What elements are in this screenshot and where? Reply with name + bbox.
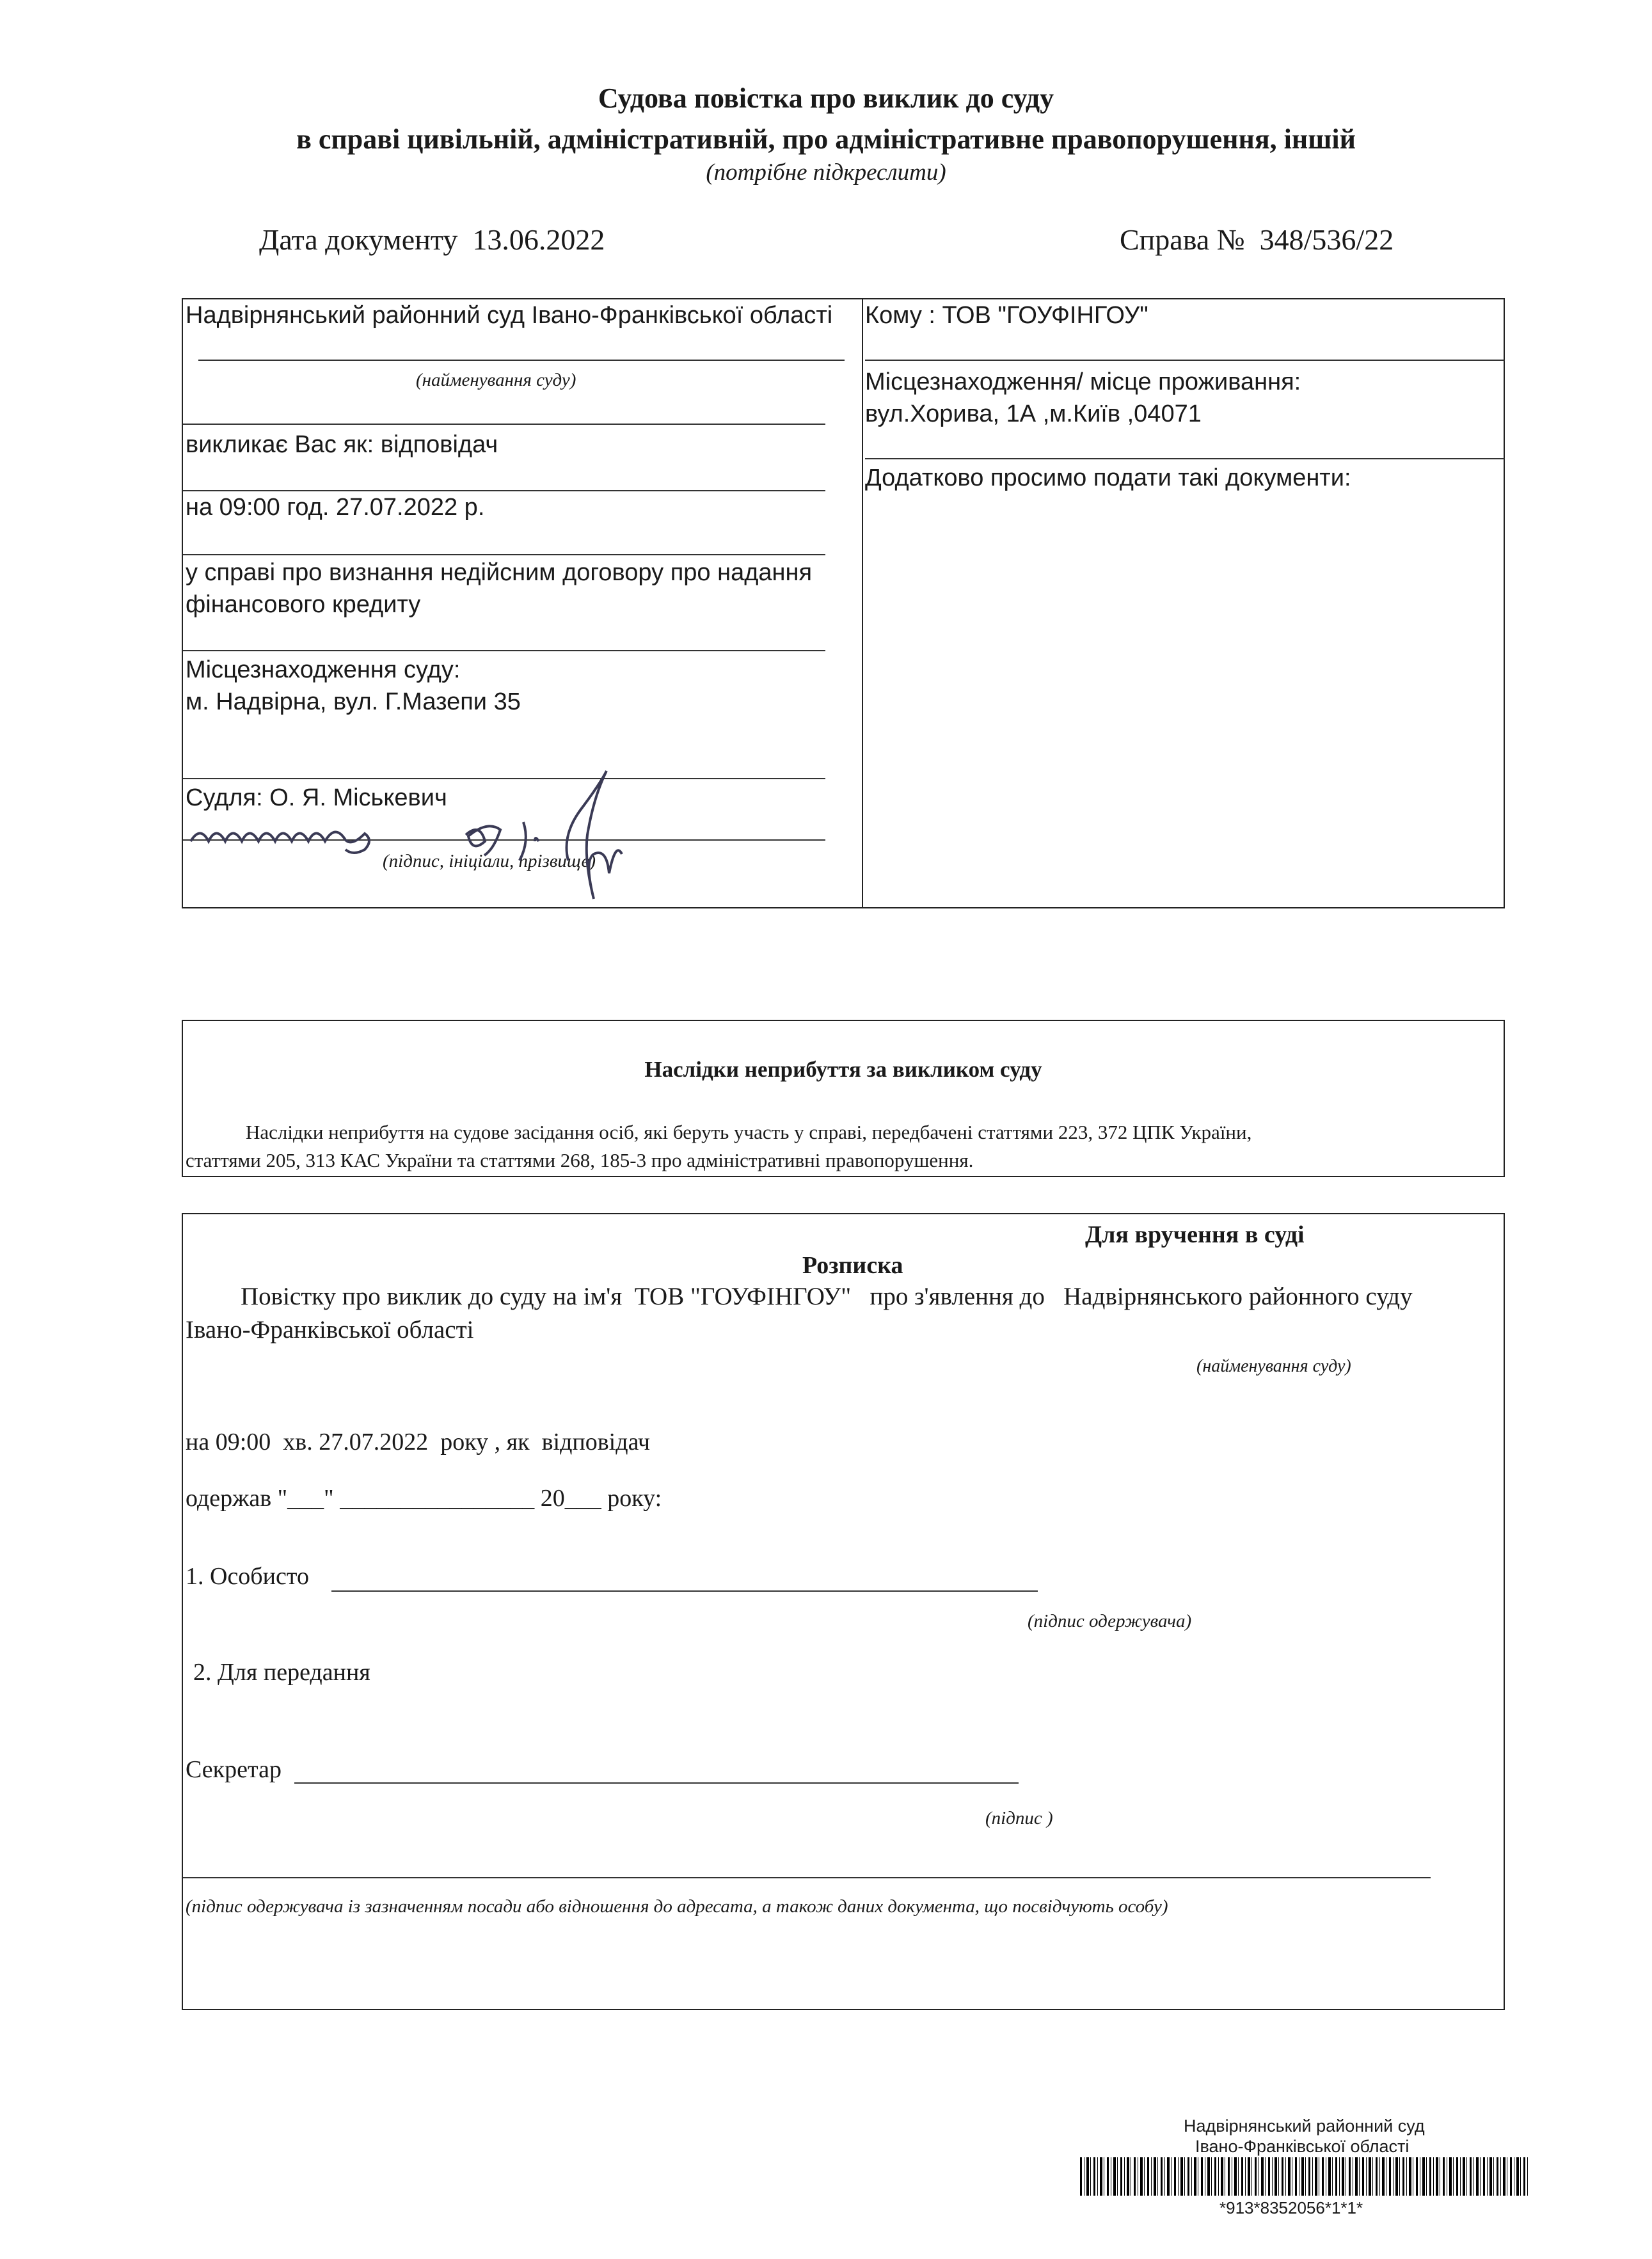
recipient-address-value: вул.Хорива, 1А ,м.Київ ,04071 bbox=[865, 400, 1202, 427]
date-value: 13.06.2022 bbox=[472, 223, 605, 256]
subtitle: (потрібне підкреслити) bbox=[706, 159, 946, 186]
case-value: 348/536/22 bbox=[1259, 223, 1394, 256]
barcode-text: *913*8352056*1*1* bbox=[1219, 2198, 1363, 2217]
consequences-text-1: Наслідки неприбуття на судове засідання осіб, які беруть участь у справі, передбачені статтями 223, 372 ЦПК України, bbox=[246, 1121, 1252, 1143]
court-name: Надвірнянський районний суд Івано-Франківської області bbox=[186, 302, 833, 329]
footer-court-line-1: Надвірнянський районний суд bbox=[1184, 2116, 1425, 2136]
consequences-title: Наслідки неприбуття за викликом суду bbox=[644, 1057, 1042, 1082]
court-caption-line bbox=[183, 424, 825, 425]
barcode bbox=[1080, 2157, 1528, 2196]
consequences-text-2: статтями 205, 313 КАС України та статтями 268, 185-3 про адміністративні правопорушення. bbox=[186, 1149, 974, 1171]
recipient-line bbox=[865, 360, 1505, 361]
title-line-2: в справі цивільній, адміністративній, про адміністративне правопорушення, іншій bbox=[296, 123, 1356, 155]
footer-court-line-2: Івано-Франківської області bbox=[1195, 2137, 1410, 2156]
court-location-value: м. Надвірна, вул. Г.Мазепи 35 bbox=[186, 688, 521, 715]
summons-divider bbox=[862, 298, 863, 908]
court-name-caption: (найменування суду) bbox=[416, 370, 576, 390]
extra-documents: Додатково просимо подати такі документи: bbox=[865, 464, 1351, 491]
case-subject-line-1: у справі про визнання недійсним договору про надання bbox=[186, 559, 813, 586]
court-name-line bbox=[198, 360, 845, 361]
secretary-label: Секретар bbox=[186, 1756, 282, 1783]
title-line-1: Судова повістка про виклик до суду bbox=[598, 83, 1054, 114]
recipient-signature-caption: (підпис одержувача) bbox=[1028, 1611, 1192, 1631]
recipient-address-label: Місцезнаходження/ місце проживання: bbox=[865, 369, 1301, 395]
judge-name: Судля: О. Я. Міськевич bbox=[186, 784, 447, 811]
case-number bbox=[1120, 223, 1394, 257]
secretary-line bbox=[294, 1782, 1019, 1784]
court-location-label: Місцезнаходження суду: bbox=[186, 656, 461, 683]
bottom-signature-line bbox=[183, 1877, 1431, 1878]
calls-as: викликає Вас як: відповідач bbox=[186, 431, 498, 458]
case-subject-line bbox=[183, 650, 825, 651]
hearing-time-line bbox=[183, 554, 825, 555]
recipient-address-line bbox=[865, 458, 1505, 459]
personally-label: 1. Особисто bbox=[186, 1563, 309, 1590]
receipt-text-1: Повістку про виклик до суду на ім'я ТОВ "ГОУФІНГОУ" про з'явлення до Надвірнянського районного суду bbox=[241, 1283, 1413, 1310]
date-label: Дата документу bbox=[259, 223, 458, 256]
bottom-caption: (підпис одержувача із зазначенням посади або відношення до адресата, а також даних документа, що посвідчують особу) bbox=[186, 1896, 1168, 1917]
personally-line bbox=[331, 1590, 1038, 1592]
for-court-delivery: Для вручення в суді bbox=[1085, 1221, 1305, 1248]
secretary-signature-caption: (підпис ) bbox=[985, 1808, 1053, 1828]
for-transfer-label: 2. Для передання bbox=[193, 1659, 370, 1686]
receipt-time: на 09:00 хв. 27.07.2022 року , як відповідач bbox=[186, 1429, 651, 1455]
receipt-title: Розписка bbox=[802, 1252, 903, 1279]
case-label: Справа № bbox=[1120, 223, 1245, 256]
receipt-court-caption: (найменування суду) bbox=[1196, 1356, 1351, 1376]
case-subject-line-2: фінансового кредиту bbox=[186, 591, 421, 618]
hearing-time: на 09:00 год. 27.07.2022 р. bbox=[186, 494, 485, 521]
signature-caption: (підпис, ініціали, прізвище) bbox=[383, 851, 596, 871]
received-line: одержав "___" ________________ 20___ року: bbox=[186, 1485, 662, 1512]
handwritten-signature bbox=[184, 745, 696, 905]
document-date bbox=[259, 223, 605, 257]
receipt-text-2: Івано-Франківської області bbox=[186, 1316, 474, 1344]
recipient: Кому : ТОВ "ГОУФІНГОУ" bbox=[865, 302, 1148, 329]
